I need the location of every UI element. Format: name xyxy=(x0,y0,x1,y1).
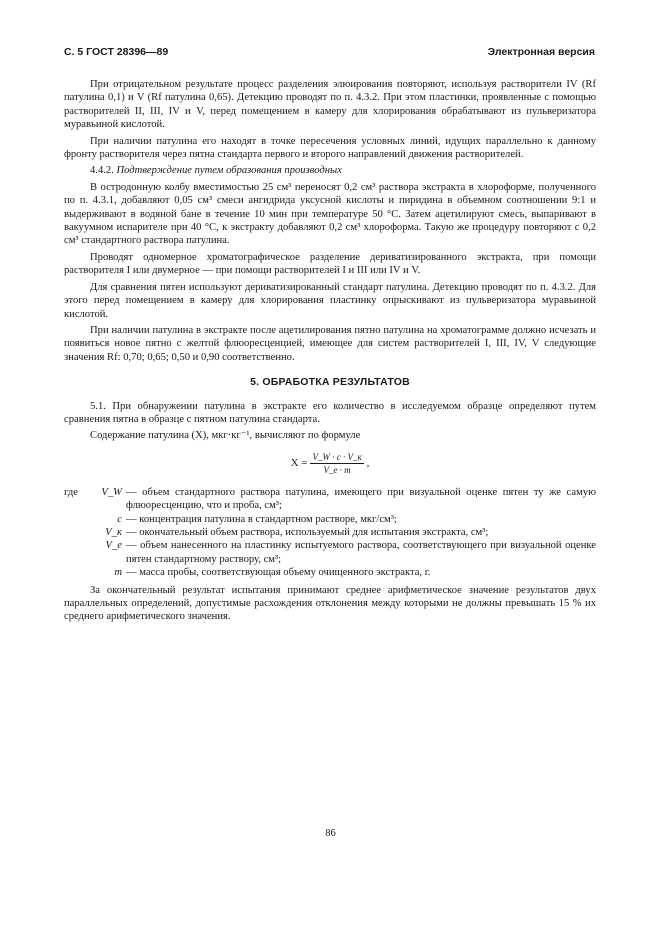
paragraph: 5.1. При обнаружении патулина в экстракте его количество в исследуемом образце определяют путем сравнения пятна в образце с пятном патулина стандарта. xyxy=(64,400,596,425)
formula-fraction xyxy=(310,451,363,476)
formula-denominator: V_е · m xyxy=(323,464,351,475)
definition-symbol: c xyxy=(117,513,122,525)
definition-text: — объем стандартного раствора патулина, имеющего при визуальной оценке пятен ту же самую флюоресценцию, что и проба, см³; xyxy=(126,486,596,512)
paragraph: За окончательный результат испытания принимают среднее арифметическое значение результатов двух параллельных определений, допустимые расхождения отклонения между которыми не должны превышать 15 % их среднего арифметического значения. xyxy=(64,584,596,623)
page-number: 86 xyxy=(325,828,336,839)
subsection-heading xyxy=(64,164,596,177)
definition-lead: где xyxy=(64,486,78,498)
definition-text: — объем нанесенного на пластинку испытуемого раствора, соответствующего при визуальной оценке пятен стандартному раствору, см³; xyxy=(126,540,596,565)
section-title: 5. ОБРАБОТКА РЕЗУЛЬТАТОВ xyxy=(250,376,410,389)
definition-row xyxy=(64,526,596,539)
paragraph: Для сравнения пятен используют дериватизированный стандарт патулина. Детекцию проводят по п. 4.3.2. Для этого перед помещением в камеру для хлорирования пластинку опрыскивают из пульверизатора муравьиной кислотой. xyxy=(64,281,596,320)
formula-tail: , xyxy=(366,456,370,469)
definition-symbol: V_W xyxy=(101,486,122,498)
definition-symbol: V_е xyxy=(105,540,122,552)
definition-text: — окончательный объем раствора, используемый для испытания экстракта, см³; xyxy=(126,526,489,538)
definition-text: — масса пробы, соответствующая объему очищенного экстракта, г. xyxy=(126,567,431,579)
definition-symbol: m xyxy=(114,567,122,579)
variable-definitions xyxy=(64,486,596,580)
definition-row xyxy=(64,566,596,579)
definition-symbol: V_к xyxy=(105,526,122,538)
paragraph: При наличии патулина в экстракте после ацетилирования пятно патулина на хроматограмме должно исчезать и появиться новое пятно с желтой флюоресценцией, имеющее для систем растворителей I, III, IV, V следующие значения Rf: 0,70; 0,65; 0,50 и 0,90 соответственно. xyxy=(64,324,596,363)
document-body xyxy=(64,78,596,627)
definition-text: — концентрация патулина в стандартном растворе, мкг/см³; xyxy=(126,513,397,525)
subsection-title: Подтверждение путем образования производных xyxy=(116,165,342,177)
paragraph: При отрицательном результате процесс разделения элюирования повторяют, используя растворители IV (Rf патулина 0,1) и V (Rf патулина 0,65). Детекцию проводят по п. 4.3.2. При этом пластинки, проявленные с помощью растворителей II, III, IV и V, перед помещением в камеру для хлорирования обрабатывают из пульверизатора муравьиной кислотой. xyxy=(64,79,596,131)
paragraph: Содержание патулина (X), мкг·кг⁻¹, вычисляют по формуле xyxy=(90,430,361,442)
formula xyxy=(64,451,596,476)
definition-row xyxy=(64,486,596,513)
subsection-number: 4.4.2. xyxy=(90,165,114,177)
paragraph: Проводят одномерное хроматографическое разделение дериватизированного экстракта, при помощи растворителя I или двумерное — при помощи растворителей I и III или IV и V. xyxy=(64,251,596,277)
paragraph: В остродонную колбу вместимостью 25 см³ переносят 0,2 см³ раствора экстракта в хлороформе, полученного по п. 4.3.1, добавляют 0,05 см³ смеси ангидрида уксусной кислоты и пиридина в объемном соотношении 9:1 и выдерживают в водяной бане в течение 10 мин при температуре 50 °С. Затем ацетилируют смесь, выпаривают в вакуумном испарителе при 40 °С, к экстракту добавляют 0,2 см³ хлороформа. Такую же процедуру повторяют с 0,2 см³ стандартного раствора патулина. xyxy=(64,181,596,247)
definition-row xyxy=(64,539,596,566)
definition-row xyxy=(64,513,596,526)
header-version: Электронная версия xyxy=(487,46,595,58)
header-standard-ref: С. 5 ГОСТ 28396—89 xyxy=(64,46,169,58)
formula-numerator: V_W · c · V_к xyxy=(312,451,362,462)
page-header xyxy=(64,46,595,58)
formula-lhs: X = xyxy=(290,456,308,469)
paragraph: При наличии патулина его находят в точке пересечения условных линий, идущих параллельно к данному фронту растворителя через пятна стандарта первого и второго направлений движения растворителей. xyxy=(64,135,596,161)
